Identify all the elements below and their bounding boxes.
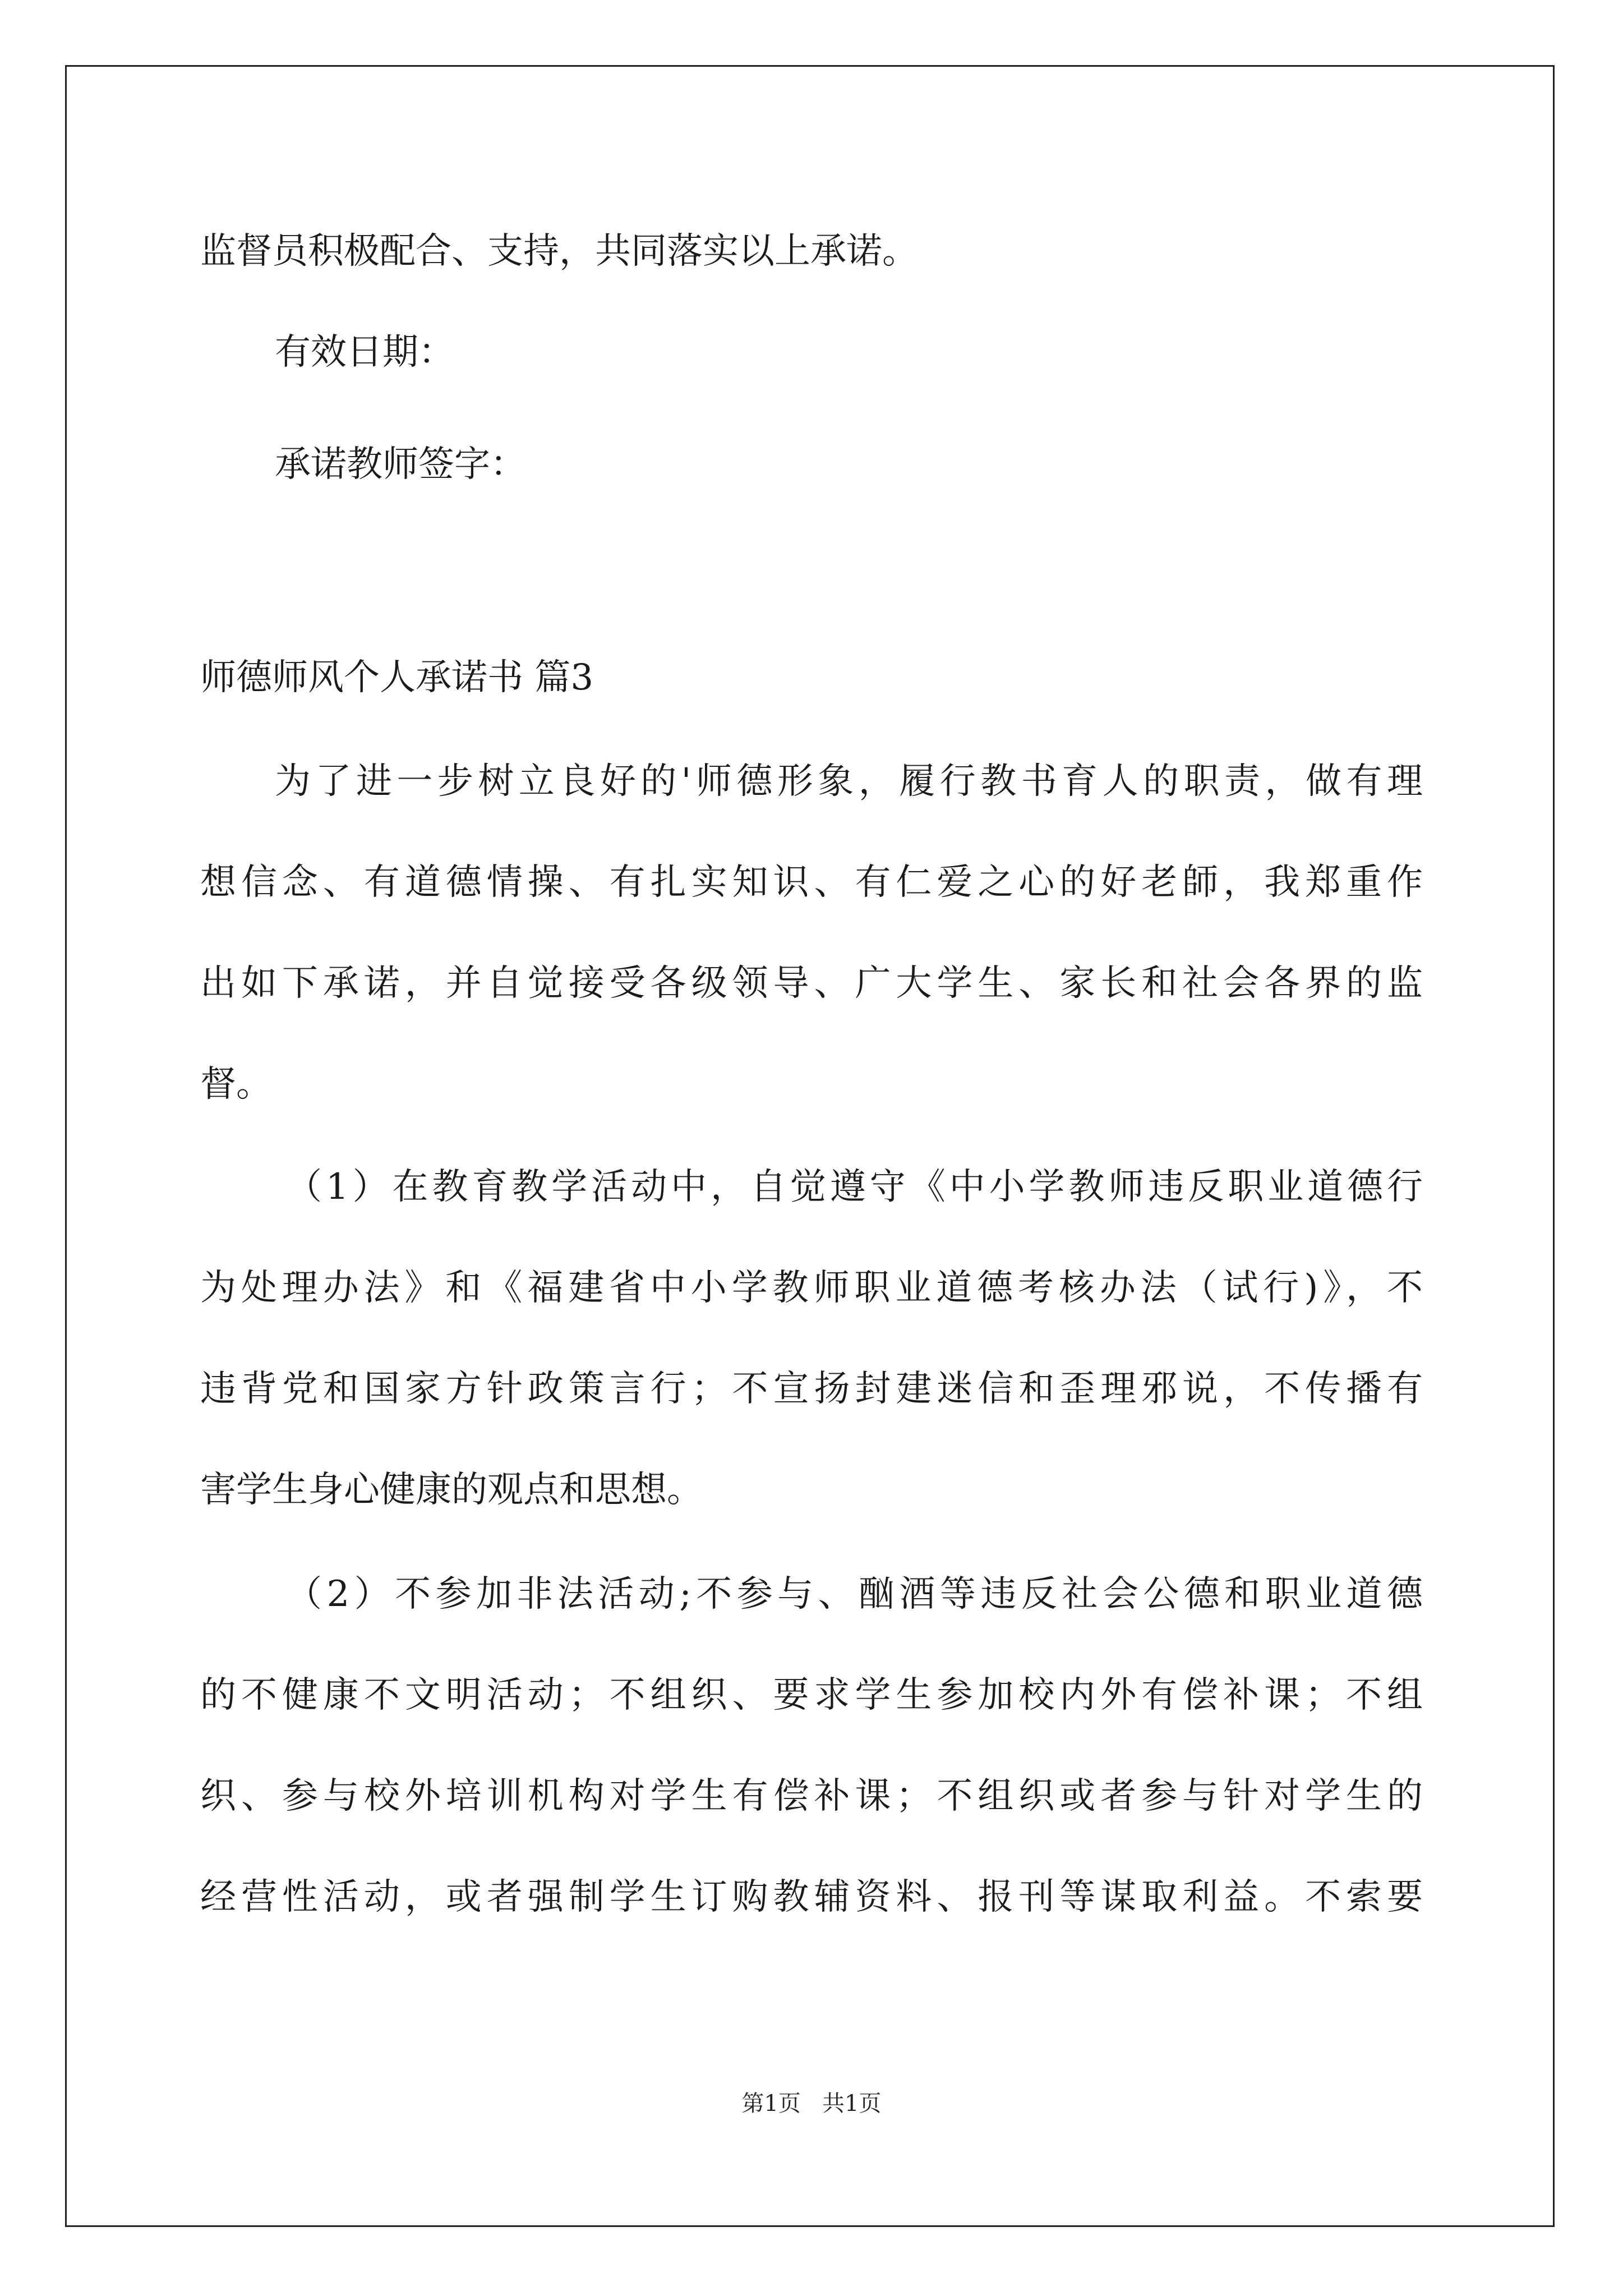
section-heading: 师德师风个人承诺书 篇3 [200,657,594,698]
item-2-line: 织、参与校外培训机构对学生有偿补课；不组织或者参与针对学生的 [200,1775,1423,1817]
item-1-line: 害学生身心健康的观点和思想。 [200,1469,703,1511]
paragraph-line: 督。 [200,1064,272,1105]
page-footer: 第1页 共1页 [741,2091,882,2116]
item-1-line: 违背党和国家方针政策言行；不宣扬封建迷信和歪理邪说，不传播有 [200,1368,1423,1410]
paragraph-line: 出如下承诺，并自觉接受各级领导、广大学生、家长和社会各界的监 [200,963,1423,1004]
effective-date-label: 有效日期： [275,332,454,373]
item-1-line: 为处理办法》和《福建省中小学教师职业道德考核办法（试行)》，不 [200,1267,1423,1309]
item-1-line: （1）在教育教学活动中，自觉遵守《中小学教师违反职业道德行 [286,1166,1423,1208]
item-2-line: 的不健康不文明活动；不组织、要求学生参加校内外有偿补课；不组 [200,1674,1423,1716]
item-2-line: （2）不参加非法活动;不参与、酗酒等违反社会公德和职业道德 [286,1573,1423,1615]
teacher-signature-label: 承诺教师签字： [275,444,526,485]
paragraph-line: 想信念、有道德情操、有扎实知识、有仁爱之心的好老師，我郑重作 [200,862,1423,903]
paragraph-line: 为了进一步树立良好的'师德形象，履行教书育人的职责，做有理 [275,761,1423,802]
item-2-line: 经营性活动，或者强制学生订购教辅资料、报刊等谋取利益。不索要 [200,1876,1423,1918]
closing-line: 监督员积极配合、支持，共同落实以上承诺。 [200,231,918,272]
